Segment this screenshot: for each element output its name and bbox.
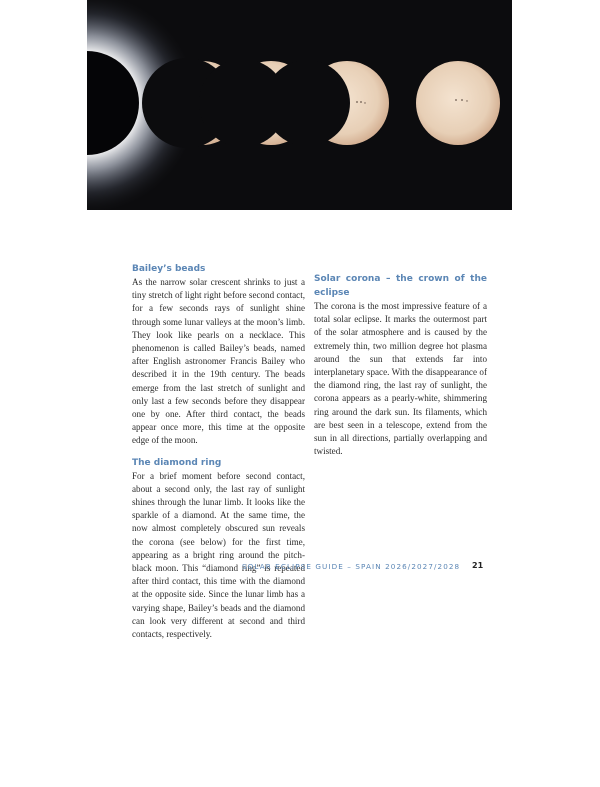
full-sun	[416, 61, 500, 145]
running-footer-title: SOLAR ECLIPSE GUIDE – SPAIN 2026/2027/2028	[242, 562, 461, 571]
section-heading-baileys-beads: Bailey’s beads	[132, 264, 206, 274]
right-column	[314, 262, 487, 458]
paragraph-diamond-ring: For a brief moment before second contact, about a second only, the last ray of sunlight shines through the lunar limb. It looks like the sparkle of a diamond. At the same time, the now almost completely obscured sun reveals the corona (see below) for the first time, appearing as a bright ring around the pitch-black moon. This “diamond ring” is repeated after third contact, this time with the diamond at the opposite side. Since the lunar limb has a varying shape, Bailey’s beads and the diamond can look very different at second and third contacts, respectively.	[132, 470, 305, 640]
eclipse-sequence-photo	[87, 0, 512, 210]
left-column	[132, 262, 305, 787]
section-heading-solar-corona: Solar corona – the crown of the eclipse	[314, 274, 487, 298]
partial-phase-3	[264, 60, 389, 146]
eclipse-sequence-illustration	[87, 0, 512, 210]
paragraph-solar-corona: The corona is the most impressive feature of a total solar eclipse. It marks the outermost part of the solar atmosphere and is caused by the extremely thin, two million degree hot plasma around the sun that extends far into interplanetary space. With the disappearance of the diamond ring, the last ray of sunlight, the corona appears as a pearly-white, shimmering ring around the dark sun. Its filaments, which are best seen in a telescope, extend from the sun in all directions, partially overlapping and twisted.	[314, 301, 487, 457]
paragraph-baileys-beads: As the narrow solar crescent shrinks to just a tiny stretch of light right before second contact, for a few seconds rays of sunlight shine through some lunar valleys at the moon’s limb. They look like pearls on a necklace. This phenomenon is called Bailey’s beads, named after English astronomer Francis Bailey who described it in the 19th century. The beads emerge from the last stretch of sunlight and only last a few seconds before they disappear one by one. After third contact, the beads appear once more, this time at the opposite edge of the moon.	[132, 277, 305, 446]
section-heading-diamond-ring: The diamond ring	[132, 457, 222, 468]
page-number: 21	[472, 561, 484, 570]
